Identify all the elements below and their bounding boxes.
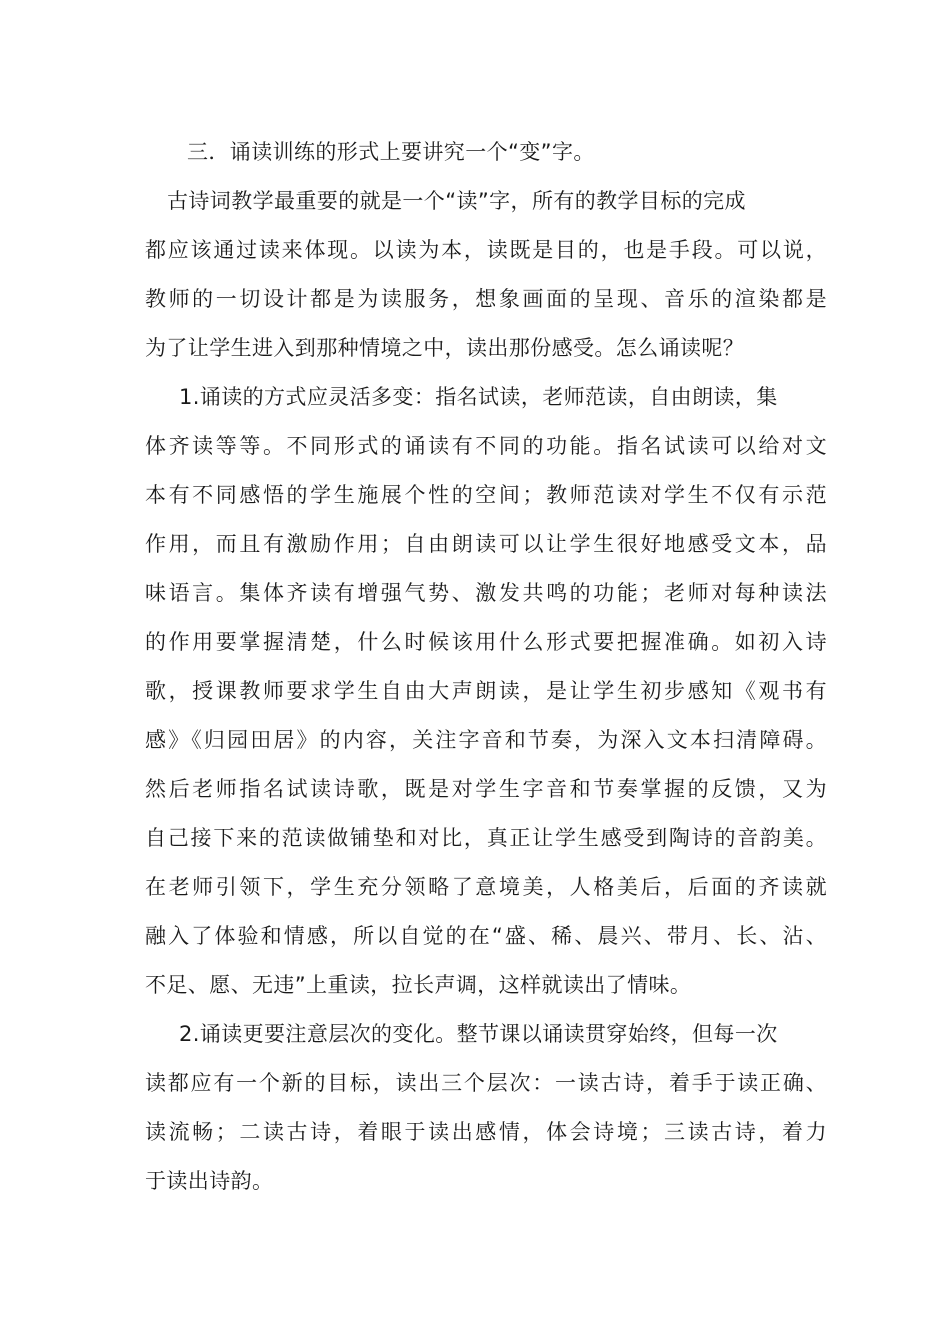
paragraph-line: 于读出诗韵。 <box>145 1169 274 1193</box>
paragraph-intro <box>145 177 827 373</box>
paragraph-line: 然后老师指名试读诗歌，既是对学生字音和节奏掌握的反馈，又为 <box>145 777 827 801</box>
paragraph-line: 教师的一切设计都是为读服务，想象画面的呈现、音乐的渲染都是 <box>145 287 827 311</box>
paragraph-item-2 <box>145 1010 827 1206</box>
paragraph-line: 味语言。集体齐读有增强气势、激发共鸣的功能；老师对每种读法 <box>145 581 827 605</box>
paragraph-line: 为了让学生进入到那种情境之中，读出那份感受。怎么诵读呢？ <box>145 336 745 360</box>
paragraph-line: 在老师引领下，学生充分领略了意境美，人格美后，后面的齐读就 <box>145 875 827 899</box>
paragraph-item-1 <box>145 373 827 1010</box>
paragraph-line: 作用，而且有激励作用；自由朗读可以让学生很好地感受文本，品 <box>145 532 827 556</box>
paragraph-line: 读都应有一个新的目标，读出三个层次：一读古诗，着手于读正确、 <box>145 1071 827 1095</box>
paragraph-line: 自己接下来的范读做铺垫和对比，真正让学生感受到陶诗的音韵美。 <box>145 826 827 850</box>
paragraph-line: 不足、愿、无违”上重读，拉长声调，这样就读出了情味。 <box>145 973 692 997</box>
paragraph-line: 融入了体验和情感，所以自觉的在“盛、稀、晨兴、带月、长、沾、 <box>145 924 827 948</box>
paragraph-line: 古诗词教学最重要的就是一个“读”字，所有的教学目标的完成 <box>167 189 746 213</box>
section-heading: 三．诵读训练的形式上要讲究一个“变”字。 <box>187 140 595 164</box>
paragraph-line: 都应该通过读来体现。以读为本，读既是目的，也是手段。可以说， <box>145 238 827 262</box>
paragraph-line: 感》《归园田居》的内容，关注字音和节奏，为深入文本扫清障碍。 <box>145 728 827 752</box>
paragraph-line: 2.诵读更要注意层次的变化。整节课以诵读贯穿始终，但每一次 <box>179 1022 778 1046</box>
paragraph-line: 本有不同感悟的学生施展个性的空间；教师范读对学生不仅有示范 <box>145 483 827 507</box>
paragraph-line: 读流畅；二读古诗，着眼于读出感情，体会诗境；三读古诗，着力 <box>145 1120 827 1144</box>
paragraph-line: 歌，授课教师要求学生自由大声朗读，是让学生初步感知《观书有 <box>145 679 827 703</box>
paragraph-line: 1.诵读的方式应灵活多变：指名试读，老师范读，自由朗读，集 <box>179 385 778 409</box>
document-body <box>145 128 827 1206</box>
paragraph-line: 的作用要掌握清楚，什么时候该用什么形式要把握准确。如初入诗 <box>145 630 827 654</box>
paragraph-line: 体齐读等等。不同形式的诵读有不同的功能。指名试读可以给对文 <box>145 434 827 458</box>
